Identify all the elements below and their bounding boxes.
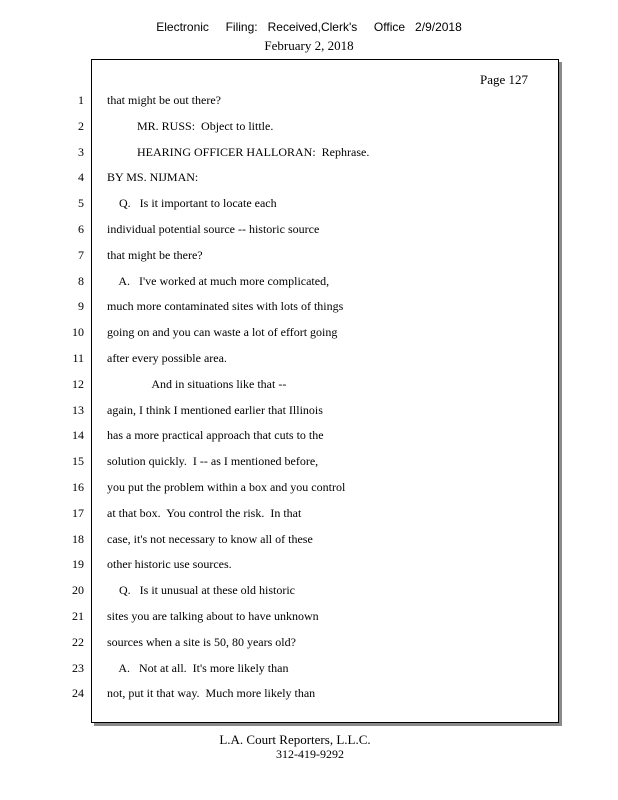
transcript-line: HEARING OFFICER HALLORAN: Rephrase. — [107, 144, 370, 159]
transcript-line: Q. Is it unusual at these old historic — [107, 583, 295, 598]
transcript-line: BY MS. NIJMAN: — [107, 170, 199, 185]
line-number: 19 — [72, 557, 84, 572]
transcript-line: after every possible area. — [107, 350, 227, 365]
transcript-line: you put the problem within a box and you control — [107, 479, 346, 494]
line-number: 7 — [78, 247, 84, 262]
transcript-line: at that box. You control the risk. In that — [107, 505, 302, 520]
transcript-line: A. I've worked at much more complicated, — [107, 273, 330, 288]
line-number: 20 — [72, 583, 84, 598]
line-number: 13 — [72, 402, 84, 417]
transcript-line: has a more practical approach that cuts to the — [107, 428, 324, 443]
court-reporter-name: L.A. Court Reporters, L.L.C. — [219, 732, 371, 747]
line-number: 21 — [72, 608, 84, 623]
line-number: 11 — [72, 350, 84, 365]
line-number: 16 — [72, 479, 84, 494]
line-number: 8 — [78, 273, 84, 288]
transcript-line: sites you are talking about to have unknown — [107, 608, 319, 623]
transcript-line: sources when a site is 50, 80 years old? — [107, 634, 296, 649]
line-number: 24 — [72, 686, 84, 701]
line-number: 14 — [72, 428, 84, 443]
line-number: 17 — [72, 505, 84, 520]
transcript-line: MR. RUSS: Object to little. — [107, 118, 274, 133]
line-number: 12 — [72, 376, 84, 391]
line-number-column — [60, 88, 84, 707]
line-number: 18 — [72, 531, 84, 546]
transcript-line: A. Not at all. It's more likely than — [107, 660, 289, 675]
line-number: 9 — [78, 299, 84, 314]
transcript-line: other historic use sources. — [107, 557, 232, 572]
line-number: 23 — [72, 660, 84, 675]
transcript-date: February 2, 2018 — [264, 38, 354, 53]
line-number: 6 — [78, 221, 84, 236]
line-number: 5 — [78, 196, 84, 211]
court-reporter-phone: 312-419-9292 — [276, 747, 344, 761]
transcript-line: And in situations like that -- — [107, 376, 287, 391]
page-number: Page 127 — [480, 72, 529, 87]
transcript-line: case, it's not necessary to know all of these — [107, 531, 313, 546]
transcript-line: solution quickly. I -- as I mentioned before, — [107, 454, 319, 469]
transcript-line: individual potential source -- historic source — [107, 221, 320, 236]
line-number: 4 — [78, 170, 84, 185]
transcript-text — [107, 88, 547, 707]
line-number: 2 — [78, 118, 84, 133]
transcript-line: Q. Is it important to locate each — [107, 196, 277, 211]
electronic-filing-stamp: Electronic Filing: Received,Clerk's Office 2/9/2018 — [156, 20, 462, 34]
line-number: 1 — [78, 93, 84, 107]
line-number: 15 — [72, 454, 84, 469]
line-number: 3 — [78, 144, 84, 159]
transcript-line: again, I think I mentioned earlier that Illinois — [107, 402, 323, 417]
line-number: 10 — [72, 325, 84, 340]
transcript-line: that might be there? — [107, 247, 203, 262]
transcript-line: going on and you can waste a lot of effort going — [107, 325, 338, 340]
transcript-line: that might be out there? — [107, 93, 221, 107]
line-number: 22 — [72, 634, 84, 649]
transcript-line: much more contaminated sites with lots of things — [107, 299, 344, 314]
transcript-line: not, put it that way. Much more likely than — [107, 686, 316, 701]
